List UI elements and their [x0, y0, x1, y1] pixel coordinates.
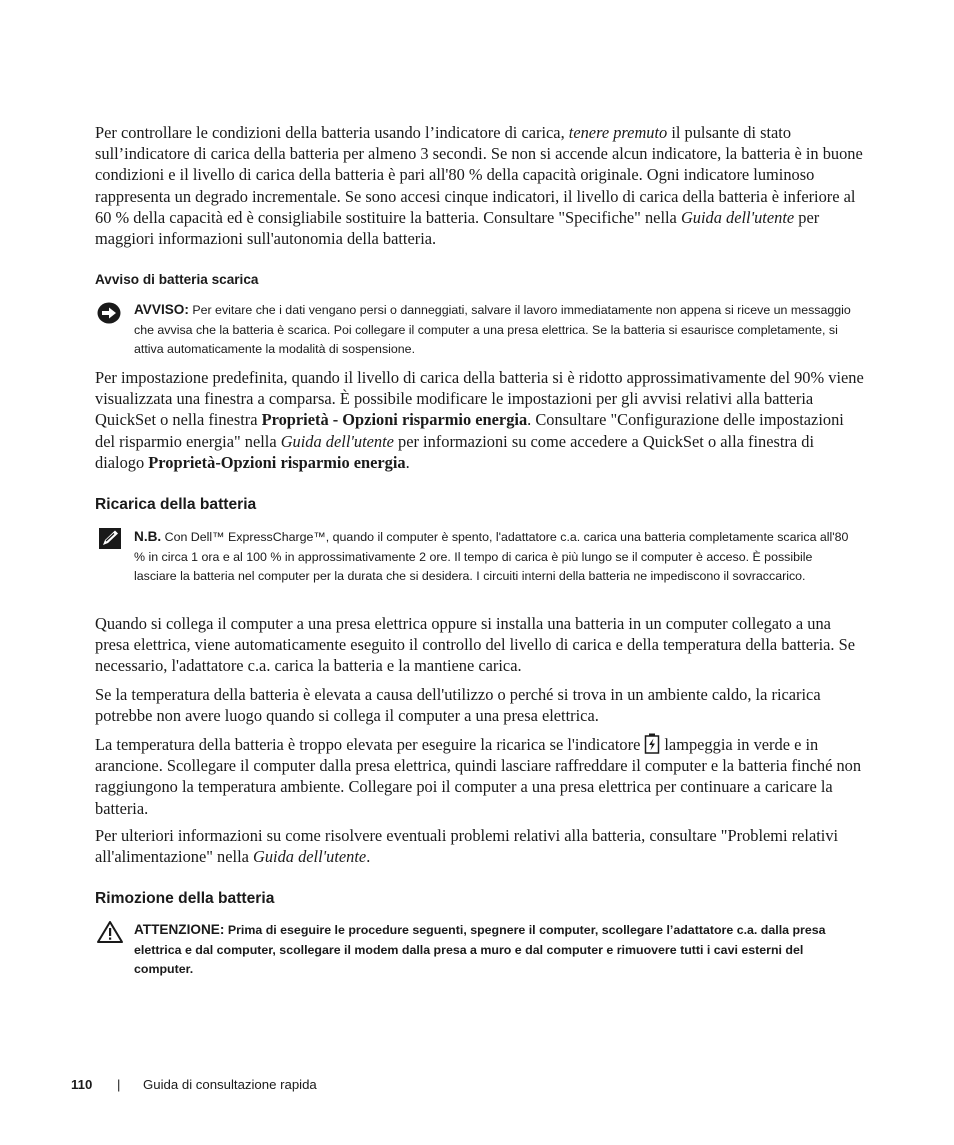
paragraph-default-warning: Per impostazione predefinita, quando il livello di carica della batteria si è ridotto approssimativamente del 90% viene visualizzata una finestra a comparsa. È possibile modificare le impostazioni per gli avvisi relativi alla batteria QuickSet o nella finestra Proprietà - Opzioni risparmio energia. Consultare "Configurazione delle impostazioni del risparmio energia" nella Guida dell'utente per informazioni su come accedere a QuickSet o alla finestra di dialogo Proprietà-Opzioni risparmio energia.: [95, 368, 864, 472]
footer-title: Guida di consultazione rapida: [143, 1077, 317, 1092]
heading-charging: Ricarica della batteria: [95, 496, 257, 513]
notice-box: [95, 300, 865, 362]
nb-note-box: [95, 527, 865, 607]
caution-box: [95, 920, 865, 982]
paragraph-indicator-blink: La temperatura della batteria è troppo elevata per eseguire la ricarica se l'indicatore lampeggia in verde e in arancione. Scollegare il computer dalla presa elettrica, quindi lasciare raffreddare il computer e la batteria finché non raggiungono la temperatura ambiente. Collegare poi il computer a una presa elettrica per continuare a caricare la batteria.: [95, 735, 862, 818]
heading-removal: Rimozione della batteria: [95, 890, 275, 907]
notice-arrow-icon: [97, 301, 125, 325]
page-footer: [71, 1077, 317, 1092]
notice-text: AVVISO: Per evitare che i dati vengano persi o danneggiati, salvare il lavoro immediatamente non appena si riceve un messaggio che avvisa che la batteria è scarica. Poi collegare il computer a una presa elettrica. Se la batteria si esaurisce completamente, si attiva automaticamente la modalità di sospensione.: [134, 302, 851, 357]
pencil-note-icon: [98, 527, 126, 551]
heading-low-battery-warning: Avviso di batteria scarica: [95, 272, 259, 287]
footer-separator: |: [117, 1077, 121, 1092]
nb-note-text: N.B. Con Dell™ ExpressCharge™, quando il computer è spento, l'adattatore c.a. carica una batteria completamente scarica all'80 % in circa 1 ora e al 100 % in approssimativamente 2 ore. Il tempo di carica è più lungo se il computer è acceso. È possibile lasciare la batteria nel computer per la durata che si desidera. I circuiti interni della batteria ne impediscono il sovraccarico.: [134, 529, 849, 584]
paragraph-battery-check: Per controllare le condizioni della batteria usando l’indicatore di carica, tenere premuto il pulsante di stato sull’indicatore di carica della batteria per almeno 3 secondi. Se non si accende alcun indicatore, la batteria è in buone condizioni e il livello di carica della batteria è pari all'80 % della capacità originale. Ogni indicatore luminoso rappresenta un degrado incrementale. Se sono accesi cinque indicatori, il livello di carica della batteria è inferiore al 60 % della capacità ed è consigliabile sostituire la batteria. Consultare "Specifiche" nella Guida dell'utente per maggiori informazioni sull'autonomia della batteria.: [95, 123, 863, 249]
paragraph-auto-check: Quando si collega il computer a una presa elettrica oppure si installa una batteria in un computer collegato a una presa elettrica, viene automaticamente eseguito il controllo del livello di carica e della temperatura della batteria. Se necessario, l'adattatore c.a. carica la batteria e la mantiene carica.: [95, 614, 856, 676]
paragraph-more-info: Per ulteriori informazioni su come risolvere eventuali problemi relativi alla batteria, consultare "Problemi relativi all'alimentazione" nella Guida dell'utente.: [95, 826, 839, 867]
warning-triangle-icon: [97, 920, 125, 944]
page-number: 110: [71, 1077, 93, 1092]
paragraph-high-temperature: Se la temperatura della batteria è elevata a causa dell'utilizzo o perché si trova in un ambiente caldo, la ricarica potrebbe non avere luogo quando si collega il computer a una presa elettrica.: [95, 685, 821, 726]
caution-text: ATTENZIONE: Prima di eseguire le procedure seguenti, spegnere il computer, scollegare l’adattatore c.a. dalla presa elettrica e dal computer, scollegare il modem dalla presa a muro e dal computer e rimuovere tutti i cavi esterni del computer.: [134, 922, 826, 977]
battery-charge-icon: [644, 733, 660, 754]
